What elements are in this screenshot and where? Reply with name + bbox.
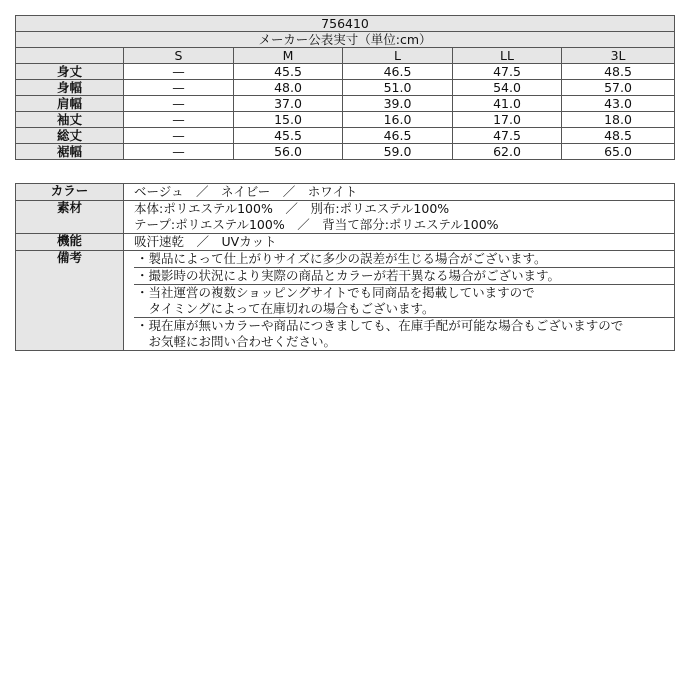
note-line: タイミングによって在庫切れの場合もございます。 (136, 301, 435, 316)
size-row-label: 身丈 (16, 64, 124, 80)
size-cell: 16.0 (343, 112, 453, 128)
size-table (15, 15, 675, 160)
note-line: ・製品によって仕上がりサイズに多少の誤差が生じる場合がございます。 (136, 251, 547, 266)
size-cell: 37.0 (234, 96, 343, 112)
size-header-l: L (343, 48, 453, 64)
size-header-row (16, 48, 675, 64)
color-label: カラー (16, 184, 124, 201)
size-cell: 46.5 (343, 128, 453, 144)
color-row (16, 184, 675, 201)
size-cell: 65.0 (562, 144, 675, 160)
function-label: 機能 (16, 234, 124, 251)
size-cell: 59.0 (343, 144, 453, 160)
size-cell: 47.5 (453, 128, 562, 144)
note-line: ・当社運営の複数ショッピングサイトでも同商品を掲載していますので (136, 285, 535, 300)
size-cell: 15.0 (234, 112, 343, 128)
note-item (134, 285, 674, 318)
size-cell: 56.0 (234, 144, 343, 160)
size-cell: — (124, 96, 234, 112)
size-cell: 48.5 (562, 64, 675, 80)
note-line: ・現在庫が無いカラーや商品につきましても、在庫手配が可能な場合もございますので (136, 318, 624, 333)
material-label: 素材 (16, 201, 124, 234)
material-line: 本体:ポリエステル100% ／ 別布:ポリエステル100% (134, 201, 450, 216)
size-row-label: 身幅 (16, 80, 124, 96)
size-header-s: S (124, 48, 234, 64)
material-line: テープ:ポリエステル100% ／ 背当て部分:ポリエステル100% (134, 217, 499, 232)
size-cell: — (124, 112, 234, 128)
size-cell: 39.0 (343, 96, 453, 112)
info-table (15, 183, 675, 351)
size-cell: 54.0 (453, 80, 562, 96)
note-item (134, 268, 674, 285)
size-header-3l: 3L (562, 48, 675, 64)
size-table-caption: メーカー公表実寸（単位:cm） (16, 32, 675, 48)
notes-row (16, 251, 675, 351)
size-cell: 46.5 (343, 64, 453, 80)
size-cell: 51.0 (343, 80, 453, 96)
size-row (16, 80, 675, 96)
size-header-ll: LL (453, 48, 562, 64)
size-header-m: M (234, 48, 343, 64)
size-cell: — (124, 64, 234, 80)
size-row (16, 96, 675, 112)
size-row-label: 裾幅 (16, 144, 124, 160)
size-cell: — (124, 80, 234, 96)
note-item (134, 251, 674, 268)
size-cell: 17.0 (453, 112, 562, 128)
size-row-label: 肩幅 (16, 96, 124, 112)
size-header-blank (16, 48, 124, 64)
function-row (16, 234, 675, 251)
function-value: 吸汗速乾 ／ UVカット (134, 234, 277, 249)
note-line: ・撮影時の状況により実際の商品とカラーが若干異なる場合がございます。 (136, 268, 561, 283)
note-item (134, 318, 674, 350)
size-cell: 57.0 (562, 80, 675, 96)
note-line: お気軽にお問い合わせください。 (136, 334, 337, 349)
size-cell: 18.0 (562, 112, 675, 128)
size-row (16, 112, 675, 128)
size-cell: 45.5 (234, 64, 343, 80)
size-cell: 41.0 (453, 96, 562, 112)
size-cell: 48.0 (234, 80, 343, 96)
size-cell: 43.0 (562, 96, 675, 112)
size-row (16, 144, 675, 160)
size-row-label: 袖丈 (16, 112, 124, 128)
notes-cell (124, 251, 675, 351)
size-cell: 62.0 (453, 144, 562, 160)
size-cell: 45.5 (234, 128, 343, 144)
size-row-label: 総丈 (16, 128, 124, 144)
size-cell: 47.5 (453, 64, 562, 80)
size-cell: 48.5 (562, 128, 675, 144)
size-row (16, 64, 675, 80)
size-cell: — (124, 128, 234, 144)
color-value: ベージュ ／ ネイビー ／ ホワイト (134, 184, 358, 199)
product-code: 756410 (16, 16, 675, 32)
notes-label: 備考 (16, 251, 124, 351)
material-row (16, 201, 675, 234)
size-cell: — (124, 144, 234, 160)
size-rows (16, 64, 675, 160)
size-row (16, 128, 675, 144)
